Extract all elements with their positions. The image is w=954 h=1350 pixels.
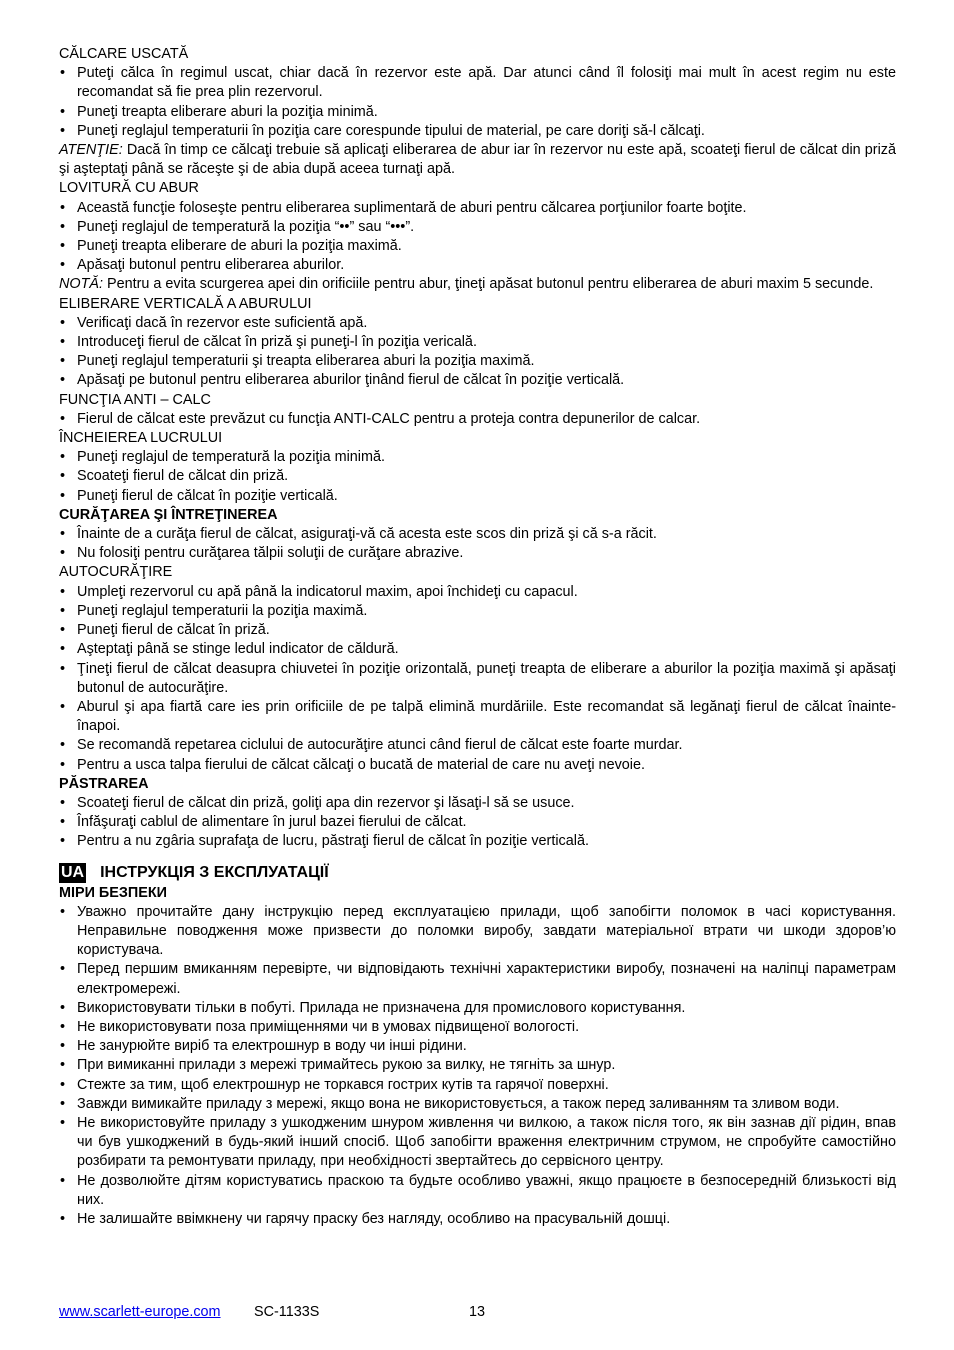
list-item: • Не дозволюйте дітям користуватись праскою та будьте особливо уважні, якщо працюєте в безпосередній близькості від них. bbox=[59, 1172, 896, 1210]
list-steam-burst bbox=[59, 199, 896, 276]
list-item: • Pentru a usca talpa fierului de călcat călcaţi o bucată de material de care nu aveţi nevoie. bbox=[59, 756, 896, 775]
list-self-clean bbox=[59, 583, 896, 775]
list-dry-ironing bbox=[59, 64, 896, 141]
list-item: • Nu folosiţi pentru curăţarea tălpii soluţii de curăţare abrazive. bbox=[59, 544, 896, 563]
list-item: • Înainte de a curăţa fierul de călcat, asiguraţi-vă că acesta este scos din priză şi că s-a răcit. bbox=[59, 525, 896, 544]
list-item: • Aşteptaţi până se stinge ledul indicator de căldură. bbox=[59, 640, 896, 659]
ua-section-title bbox=[59, 862, 896, 884]
list-item: • Pentru a nu zgâria suprafaţa de lucru, păstraţi fierul de călcat în poziţie verticală. bbox=[59, 832, 896, 851]
heading-self-clean: AUTOCURĂŢIRE bbox=[59, 564, 173, 581]
model-number: SC-1133S bbox=[254, 1304, 320, 1320]
list-item: • Завжди вимикайте приладу з мережі, якщо вона не використовується, а також перед заливанням та зливом води. bbox=[59, 1095, 896, 1114]
list-item: • Перед першим вмиканням перевірте, чи відповідають технічні характеристики виробу, позначені на наліпці параметрам електромережі. bbox=[59, 960, 896, 998]
list-item: • Scoateţi fierul de călcat din priză, goliţi apa din rezervor şi lăsaţi-l să se usuce. bbox=[59, 794, 896, 813]
list-item: • При вимиканні прилади з мережі тримайтесь рукою за вилку, не тягніть за шнур. bbox=[59, 1056, 896, 1075]
heading-steam-burst: LOVITURĂ CU ABUR bbox=[59, 180, 199, 197]
list-item: • Puneţi treapta eliberare aburi la poziţia minimă. bbox=[59, 103, 896, 122]
document-body bbox=[59, 45, 896, 1229]
list-item: • Apăsaţi pe butonul pentru eliberarea aburilor ţinând fierul de călcat în poziţie verticală. bbox=[59, 371, 896, 390]
list-item: • Puneţi treapta eliberare de aburi la poziţia maximă. bbox=[59, 237, 896, 256]
list-item: • Не використовувати поза приміщеннями чи в умовах підвищеної вологості. bbox=[59, 1018, 896, 1037]
heading-vertical-steam: ELIBERARE VERTICALĂ A ABURULUI bbox=[59, 295, 312, 312]
note-dry-ironing: ATENŢIE: Dacă în timp ce călcaţi trebuie să aplicaţi eliberarea de abur iar în rezervor nu este apă, scoateţi fierul de călcat din priză şi aşteptaţi până se răceşte şi de abia după aceea turnaţi apă. bbox=[59, 142, 896, 178]
list-safety bbox=[59, 903, 896, 1229]
heading-finish: ÎNCHEIEREA LUCRULUI bbox=[59, 430, 223, 447]
list-item: • Використовувати тільки в побуті. Прилада не призначена для промислового користування. bbox=[59, 999, 896, 1018]
list-item: • Puneţi fierul de călcat în priză. bbox=[59, 621, 896, 640]
list-item: • Ţineţi fierul de călcat deasupra chiuvetei în poziţie orizontală, puneţi treapta de eliberare a aburilor la poziţia maximă şi apăsaţi butonul de autocurăţire. bbox=[59, 660, 896, 698]
list-item: • Înfăşuraţi cablul de alimentare în jurul bazei fierului de călcat. bbox=[59, 813, 896, 832]
page-number: 13 bbox=[469, 1304, 486, 1320]
list-finish bbox=[59, 448, 896, 506]
list-item: • Fierul de călcat este prevăzut cu funcţia ANTI-CALC pentru a proteja contra depunerilor de calcar. bbox=[59, 410, 896, 429]
list-anti-calc bbox=[59, 410, 896, 429]
ua-title-text: ІНСТРУКЦІЯ З ЕКСПЛУАТАЦІЇ bbox=[100, 863, 329, 881]
list-storage bbox=[59, 794, 896, 852]
list-cleaning bbox=[59, 525, 896, 563]
note-steam-burst: NOTĂ: Pentru a evita scurgerea apei din orificiile pentru abur, ţineţi apăsat butonul pentru eliberarea de aburi maxim 5 secunde. bbox=[59, 276, 874, 293]
list-item: • Puteţi călca în regimul uscat, chiar dacă în rezervor este apă. Dar atunci când îl folosiţi mai mult în acest regim nu este recomandat să fie prea plin rezervorul. bbox=[59, 64, 896, 102]
list-item: • Scoateţi fierul de călcat din priză. bbox=[59, 467, 896, 486]
list-vertical-steam bbox=[59, 314, 896, 391]
page-footer bbox=[59, 1303, 896, 1322]
list-item: • Puneţi reglajul de temperatură la poziţia “••” sau “•••”. bbox=[59, 218, 896, 237]
list-item: • Introduceţi fierul de călcat în priză şi puneţi-l în poziţia vericală. bbox=[59, 333, 896, 352]
list-item: • Verificaţi dacă în rezervor este suficientă apă. bbox=[59, 314, 896, 333]
website-link[interactable]: www.scarlett-europe.com bbox=[59, 1304, 221, 1320]
list-item: • Puneţi reglajul de temperatură la poziţia minimă. bbox=[59, 448, 896, 467]
list-item: • Apăsaţi butonul pentru eliberarea aburilor. bbox=[59, 256, 896, 275]
list-item: • Această funcţie foloseşte pentru eliberarea suplimentară de aburi pentru călcarea porţiunilor foarte boţite. bbox=[59, 199, 896, 218]
list-item: • Puneţi reglajul temperaturii în poziţia care corespunde tipului de material, pe care doriţi să-l călcaţi. bbox=[59, 122, 896, 141]
heading-storage: PĂSTRAREA bbox=[59, 775, 149, 792]
heading-safety: МІРИ БЕЗПЕКИ bbox=[59, 884, 167, 901]
list-item: • Puneţi reglajul temperaturii la poziţia maximă. bbox=[59, 602, 896, 621]
heading-dry-ironing: CĂLCARE USCATĂ bbox=[59, 46, 189, 62]
ua-language-badge: UA bbox=[61, 863, 85, 881]
list-item: • Puneţi reglajul temperaturii şi treapta eliberarea aburi la poziţia maximă. bbox=[59, 352, 896, 371]
list-item: • Уважно прочитайте дану інструкцію перед експлуатацією прилади, щоб запобігти поломок в часі користування. Неправильне поводження може призвести до поломки виробу, завдати матеріальної втрати чи шкоди здоров’ю користувача. bbox=[59, 903, 896, 961]
list-item: • Umpleţi rezervorul cu apă până la indicatorul maxim, apoi închideţi cu capacul. bbox=[59, 583, 896, 602]
heading-cleaning: CURĂŢAREA ŞI ÎNTREŢINEREA bbox=[59, 506, 278, 523]
list-item: • Не занурюйте виріб та електрошнур в воду чи інші рідини. bbox=[59, 1037, 896, 1056]
list-item: • Se recomandă repetarea ciclului de autocurăţire atunci când fierul de călcat este foarte murdar. bbox=[59, 736, 896, 755]
list-item: • Стежте за тим, щоб електрошнур не торкався гострих кутів та гарячої поверхні. bbox=[59, 1076, 896, 1095]
list-item: • Aburul şi apa fiartă care ies prin orificiile de pe talpă elimină murdăriile. Este recomandat să legănaţi fierul de călcat înainte-înapoi. bbox=[59, 698, 896, 736]
list-item: • Не залишайте ввімкнену чи гарячу праску без нагляду, особливо на прасувальній дошці. bbox=[59, 1210, 896, 1229]
list-item: • Puneţi fierul de călcat în poziţie verticală. bbox=[59, 487, 896, 506]
list-item: • Не використовуйте приладу з ушкодженим шнуром живлення чи вилкою, а також після того, як він зазнав дії рідин, впав чи був ушкоджений в будь-який інший спосіб. Щоб запобігти враження електричним струмом, не спробуйте самостійно розбирати та ремонтувати приладу, при необхідності звертайтесь до сервісного центру. bbox=[59, 1114, 896, 1172]
heading-anti-calc: FUNCŢIA ANTI – CALC bbox=[59, 391, 211, 408]
